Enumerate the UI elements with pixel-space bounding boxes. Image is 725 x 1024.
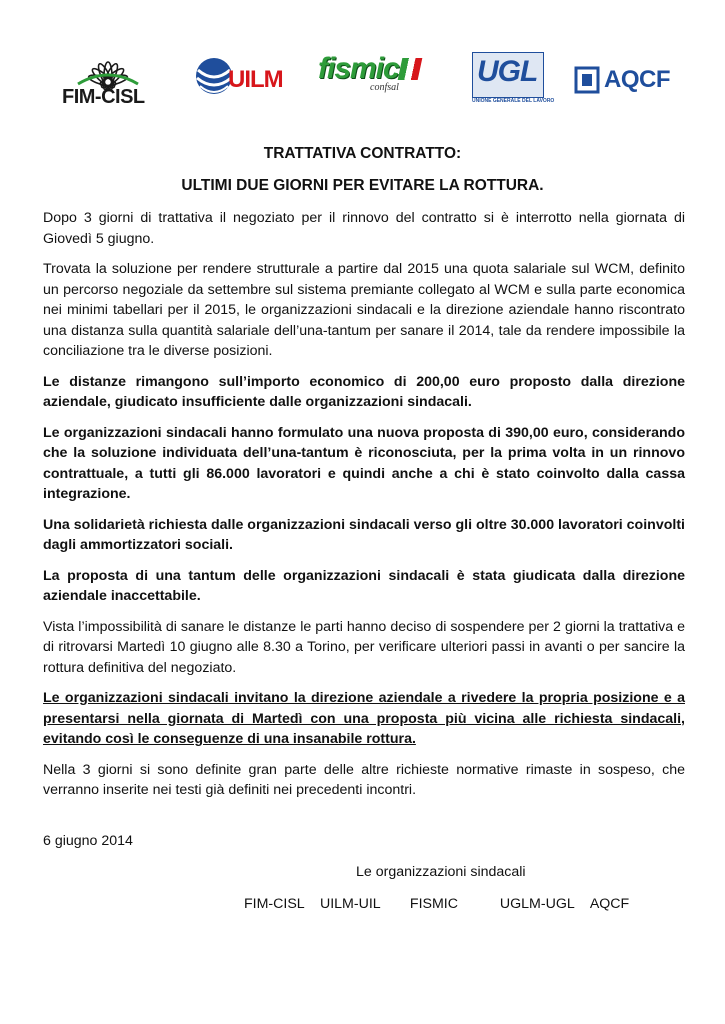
paragraph-solidarity: Una solidarietà richiesta dalle organizzazioni sindacali verso gli oltre 30.000 lavoratori coinvolti dagli ammortizzatori sociali. xyxy=(43,516,685,553)
organizations-list xyxy=(244,896,629,912)
signature-line: Le organizzazioni sindacali xyxy=(356,864,526,880)
org-fismic: FISMIC xyxy=(409,896,458,912)
aqcf-square-icon xyxy=(574,66,600,94)
uilm-logo xyxy=(194,50,284,100)
paragraph-invitation: Le organizzazioni sindacali invitano la direzione aziendale a rivedere la propria posizione e a presentarsi nella giornata di Martedì con una proposta più vicina alle richiesta sindacali, evitando così le conseguenze di una insanabile rottura. xyxy=(43,690,685,747)
logo-row xyxy=(40,36,680,116)
org-fim-cisl: FIM-CISL xyxy=(244,896,305,912)
ugl-box xyxy=(472,52,544,98)
title-line-1: TRATTATIVA CONTRATTO: xyxy=(263,145,462,162)
org-aqcf: AQCF xyxy=(589,896,630,912)
fismic-logo-text: fismic xyxy=(318,52,399,85)
aqcf-logo xyxy=(574,64,670,98)
paragraph-other-requests: Nella 3 giorni si sono definite gran parte delle altre richieste normative rimaste in sospeso, che verranno inserite nei testi già definiti nei precedenti incontri. xyxy=(43,761,685,798)
ugl-logo xyxy=(472,52,555,108)
title-line-2: ULTIMI DUE GIORNI PER EVITARE LA ROTTURA. xyxy=(181,177,544,194)
aqcf-logo-text: AQCF xyxy=(604,66,670,93)
org-uglm-ugl: UGLM-UGL xyxy=(499,896,575,912)
document-body xyxy=(43,208,685,811)
paragraph-solution: Trovata la soluzione per rendere strutturale a partire dal 2015 una quota salariale sul WCM, definito un percorso negoziale da settembre sul sistema premiante collegato al WCM e sulla parte economica nei minimi tabellari per il 2015, le organizzazioni sindacali e la direzione aziendale hanno riscontrato una distanza sulla quantità salariale dell’una-tantum per sanare il 2014, tale da rendere impossibile la conciliazione tra le diverse posizioni. xyxy=(43,261,685,359)
ugl-logo-text: UGL xyxy=(477,55,538,88)
paragraph-new-proposal: Le organizzazioni sindacali hanno formulato una nuova proposta di 390,00 euro, considerando che la soluzione individuata dell’una-tantum è riconosciuta, per la prima volta in un rinnovo contrattuale, a tutti gli 86.000 lavoratori e quindi anche a chi è stato coinvolto dalla cassa integrazione. xyxy=(43,424,685,502)
fim-cisl-logo xyxy=(58,36,158,110)
paragraph-distances: Le distanze rimangono sull’importo economico di 200,00 euro proposto dalla direzione aziendale, giudicato insufficiente dalle organizzazioni sindacali. xyxy=(43,373,685,410)
fim-cisl-logo-text: FIM-CISL xyxy=(62,86,145,108)
ugl-logo-subtext: UNIONE GENERALE DEL LAVORO xyxy=(472,98,555,104)
uilm-logo-text: UILM xyxy=(228,66,283,93)
paragraph-intro: Dopo 3 giorni di trattativa il negoziato per il rinnovo del contratto si è interrotto nella giornata di Giovedì 5 giugno. xyxy=(43,210,685,247)
paragraph-rejection: La proposta di una tantum delle organizzazioni sindacali è stata giudicata dalla direzione aziendale inaccettabile. xyxy=(43,567,685,604)
document-date: 6 giugno 2014 xyxy=(43,833,133,849)
org-uilm-uil: UILM-UIL xyxy=(319,896,381,912)
flower-icon xyxy=(58,36,158,86)
paragraph-suspension: Vista l’impossibilità di sanare le distanze le parti hanno deciso di sospendere per 2 giorni la trattativa e di ritrovarsi Martedì 10 giugno alle 8.30 a Torino, per verificare ulteriori passi in avanti o per sancire la rottura definitiva del negoziato. xyxy=(43,618,685,676)
fismic-flag-icon xyxy=(398,58,423,80)
fismic-logo xyxy=(318,52,428,100)
fismic-logo-subtext: confsal xyxy=(370,82,399,93)
